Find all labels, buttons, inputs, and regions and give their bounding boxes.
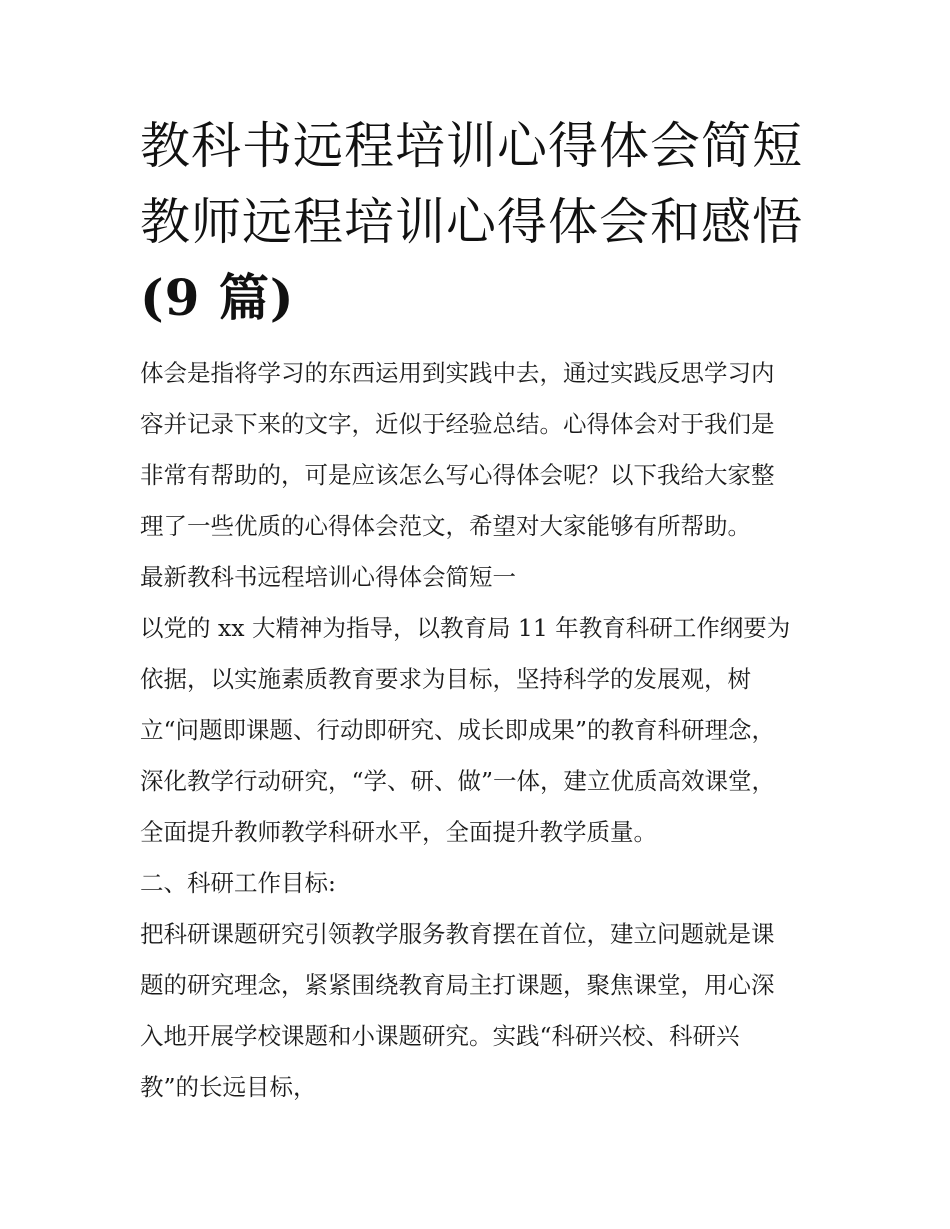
text-line: 非常有帮助的，可是应该怎么写心得体会呢？以下我给大家整 <box>140 461 775 489</box>
title-line: 教科书远程培训心得体会简短 <box>140 117 803 175</box>
title-line: (9 篇) <box>140 268 295 327</box>
text-line: 容并记录下来的文字，近似于经验总结。心得体会对于我们是 <box>140 410 775 438</box>
goals-paragraph <box>140 909 820 1113</box>
subsection-heading <box>140 858 820 909</box>
text-line: 依据，以实施素质教育要求为目标，坚持科学的发展观，树 <box>140 665 751 693</box>
title-line: 教师远程培训心得体会和感悟 <box>140 193 803 251</box>
text-line: 题的研究理念，紧紧围绕教育局主打课题，聚焦课堂，用心深 <box>140 971 775 999</box>
document-title <box>140 108 820 336</box>
text-line: 以党的 xx 大精神为指导，以教育局 11 年教育科研工作纲要为 <box>140 614 791 642</box>
text-line: 立“问题即课题、行动即研究、成长即成果”的教育科研理念， <box>140 716 776 744</box>
section-heading <box>140 552 820 603</box>
text-line: 体会是指将学习的东西运用到实践中去，通过实践反思学习内 <box>140 359 775 387</box>
document-body <box>140 348 820 1113</box>
text-line: 全面提升教师教学科研水平，全面提升教学质量。 <box>140 818 657 846</box>
text-line: 理了一些优质的心得体会范文，希望对大家能够有所帮助。 <box>140 512 751 540</box>
text-line: 二、科研工作目标: <box>140 869 336 897</box>
text-line: 把科研课题研究引领教学服务教育摆在首位，建立问题就是课 <box>140 920 775 948</box>
text-line: 深化教学行动研究，“学、研、做”一体，建立优质高效课堂， <box>140 767 776 795</box>
text-line: 入地开展学校课题和小课题研究。实践“科研兴校、科研兴 <box>140 1022 740 1050</box>
text-line: 最新教科书远程培训心得体会简短一 <box>140 563 516 591</box>
text-line: 教”的长远目标， <box>140 1073 317 1101</box>
document-page <box>140 108 820 1113</box>
intro-paragraph <box>140 348 820 552</box>
guiding-paragraph <box>140 603 820 858</box>
